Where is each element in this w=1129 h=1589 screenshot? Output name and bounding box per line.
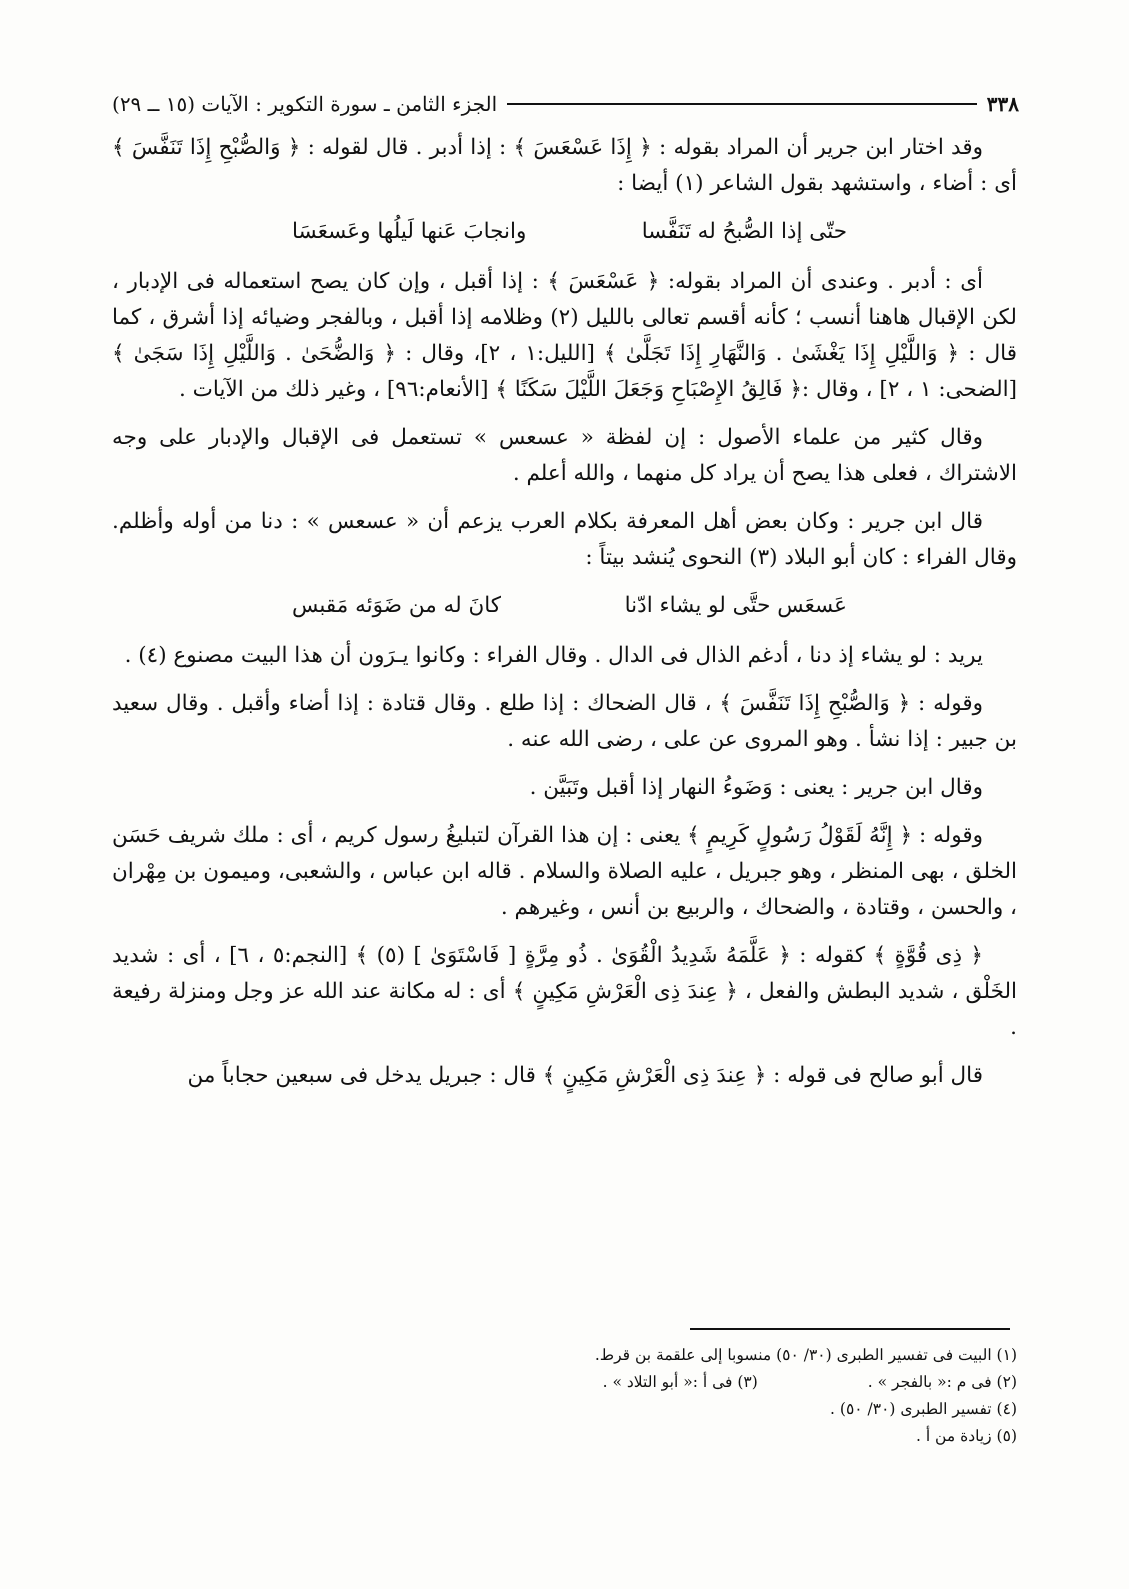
verse-2-right-hemistich: عَسعَس حتَّى لو يشاء ادّنا [624,593,847,618]
header-rule [507,103,977,105]
paragraph-9: ﴿ ذِى قُوَّةٍ ﴾ كقوله : ﴿ عَلَّمَهُ شَدِيدُ الْقُوَىٰ . ذُو مِرَّةٍ [ فَاسْتَوَىٰ ] (٥) ﴾ [النجم:٥ ، ٦] ، أى : شديد الخَلْق ، شديد البطش والفعل ، ﴿ عِندَ ذِى الْعَرْشِ مَكِينٍ ﴾ أى : له مكانة عند الله عز وجل ومنزلة رفيعة . [112,943,1017,1040]
paragraph-6: وقوله : ﴿ وَالصُّبْحِ إِذَا تَنَفَّسَ ﴾ ، قال الضحاك : إذا طلع . وقال قتادة : إذا أضاء وأقبل . وقال سعيد بن جبير : إذا نشأ . وهو المروى عن على ، رضى الله عنه . [112,691,1017,752]
poetry-verse-1 [112,214,1017,250]
verse-2-left-hemistich: كانَ له من ضَوَئه مَقبس [292,593,502,618]
paragraph-1: وقد اختار ابن جرير أن المراد بقوله : ﴿ إِذَا عَسْعَسَ ﴾ : إذا أدبر . قال لقوله : ﴿ وَالصُّبْحِ إِذَا تَنَفَّسَ ﴾ أى : أضاء ، واستشهد بقول الشاعر (١) أيضا : [112,135,1017,196]
verse-1-left-hemistich: وانجابَ عَنها لَيلُها وعَسعَسَا [292,219,527,244]
paragraph-5: يريد : لو يشاء إذ دنا ، أدغم الذال فى الدال . وقال الفراء : وكانوا يـرَون أن هذا البيت مصنوع (٤) . [124,643,983,668]
running-title: الجزء الثامن ـ سورة التكوير : الآيات (١٥ ــ ٢٩) [112,92,498,116]
paragraph-10: قال أبو صالح فى قوله : ﴿ عِندَ ذِى الْعَرْشِ مَكِينٍ ﴾ قال : جبريل يدخل فى سبعين حجاباً من [187,1063,983,1088]
footnote-2: (٢) فى م :« بالفجر » . [867,1373,1017,1391]
paragraph-2: أى : أدبر . وعندى أن المراد بقوله: ﴿ عَسْعَسَ ﴾ : إذا أقبل ، وإن كان يصح استعماله فى الإدبار ، لكن الإقبال هاهنا أنسب ؛ كأنه أقسم تعالى بالليل (٢) وظلامه إذا أقبل ، وبالفجر وضيائه إذا أشرق ، كما قال : ﴿ وَاللَّيْلِ إِذَا يَغْشَىٰ . وَالنَّهَارِ إِذَا تَجَلَّىٰ ﴾ [الليل:١ ، ٢]، وقال : ﴿ وَالضُّحَىٰ . وَاللَّيْلِ إِذَا سَجَىٰ ﴾ [الضحى: ١ ، ٢] ، وقال :﴿ فَالِقُ الإِصْبَاحِ وَجَعَلَ اللَّيْلَ سَكَنًا ﴾ [الأنعام:٩٦] ، وغير ذلك من الآيات . [112,269,1018,402]
paragraph-8: وقوله : ﴿ إِنَّهُ لَقَوْلُ رَسُولٍ كَرِيمٍ ﴾ يعنى : إن هذا القرآن لتبليغُ رسول كريم ، أى : ملك شريف حَسَن الخلق ، بهى المنظر ، وهو جبريل ، عليه الصلاة والسلام . قاله ابن عباس ، والشعبى، وميمون بن مِهْران ، والحسن ، وقتادة ، والضحاك ، والربيع بن أنس ، وغيرهم . [112,823,1017,920]
paragraph-7: وقال ابن جرير : يعنى : وَضَوءُ النهار إذا أقبل وتَبَيَّن . [529,775,983,800]
footnote-5: (٥) زيادة من أ . [915,1427,1017,1445]
paragraph-3: وقال كثير من علماء الأصول : إن لفظة « عسعس » تستعمل فى الإقبال والإدبار على وجه الاشتراك ، فعلى هذا يصح أن يراد كل منهما ، والله أعلم . [112,425,1017,486]
poetry-verse-2 [112,588,1017,624]
footnote-separator [690,1328,1010,1330]
footnote-4: (٤) تفسير الطبرى (٣٠/ ٥٠) . [830,1400,1017,1418]
main-text [112,130,1017,1106]
verse-1-right-hemistich: حتّى إذا الصُّبحُ له تَنَفَّسا [641,219,847,244]
footnote-1: (١) البيت فى تفسير الطبرى (٣٠/ ٥٠) منسوبا إلى علقمة بن قرط. [594,1346,1017,1364]
page-header [112,86,1019,122]
footnote-2-3 [112,1369,1017,1396]
footnote-3: (٣) فى أ :« أبو التلاد » . [602,1373,758,1391]
page-number: ٣٣٨ [986,92,1019,116]
footnotes [112,1342,1017,1450]
paragraph-4: قال ابن جرير : وكان بعض أهل المعرفة بكلام العرب يزعم أن « عسعس » : دنا من أوله وأظلم. وقال الفراء : كان أبو البلاد (٣) النحوى يُنشد بيتاً : [112,509,1017,570]
